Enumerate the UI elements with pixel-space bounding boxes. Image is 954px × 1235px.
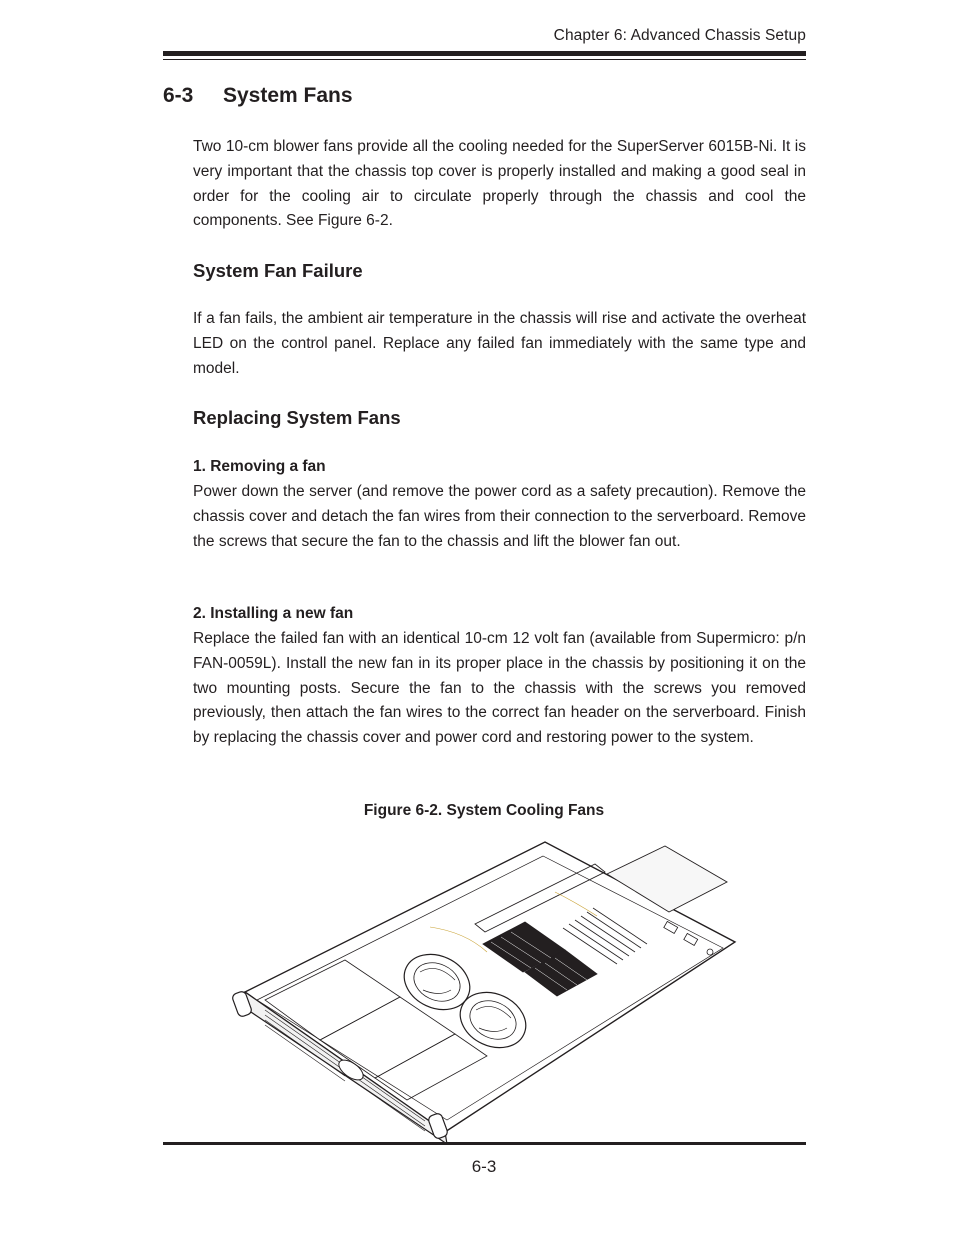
memory-slots <box>563 908 647 964</box>
intro-paragraph: Two 10-cm blower fans provide all the cooling needed for the SuperServer 6015B-Ni. It is very important that the chassis top cover is properly installed and making a good seal in order for the cooling air to circulate properly through the chassis and cool the components. See Figure 6-2. <box>193 138 806 230</box>
running-header: Chapter 6: Advanced Chassis Setup <box>553 27 806 44</box>
right-rack-handle <box>427 1112 448 1139</box>
fan-failure-heading: System Fan Failure <box>193 260 363 281</box>
page-number: 6-3 <box>471 1157 497 1176</box>
section-heading <box>163 84 353 108</box>
section-title: System Fans <box>223 84 353 107</box>
footer-rule <box>163 1142 806 1145</box>
fan-failure-paragraph: If a fan fails, the ambient air temperature in the chassis will rise and activate the overheat LED on the control panel. Replace any failed fan immediately with the same type and model. <box>193 310 806 377</box>
riser-card <box>475 864 605 932</box>
figure-caption: Figure 6-2. System Cooling Fans <box>363 802 605 819</box>
removing-fan-step-title: 1. Removing a fan <box>193 458 326 475</box>
installing-fan-step-body: Replace the failed fan with an identical 10-cm 12 volt fan (available from Supermicro: p/n FAN-0059L). Install the new fan in its proper place in the chassis by positioning it on the two mounting posts. Secure the fan to the chassis with the screws you removed previously, then attach the fan wires to the correct fan header on the serverboard. Finish by replacing the chassis cover and power cord and restoring power to the system. <box>193 630 806 747</box>
power-supply <box>607 846 727 912</box>
header-rule-thick <box>163 51 806 56</box>
removing-fan-step-body: Power down the server (and remove the power cord as a safety precaution). Remove the chassis cover and detach the fan wires from their connection to the serverboard. Remove the screws that secure the fan to the chassis and lift the blower fan out. <box>193 483 806 550</box>
replacing-fans-heading: Replacing System Fans <box>193 407 401 428</box>
installing-fan-step-title: 2. Installing a new fan <box>193 605 354 622</box>
chassis-fans-illustration <box>225 832 740 1142</box>
section-number: 6-3 <box>163 84 194 107</box>
header-rule-thin <box>163 59 806 60</box>
cpu-heatsinks <box>483 922 597 996</box>
